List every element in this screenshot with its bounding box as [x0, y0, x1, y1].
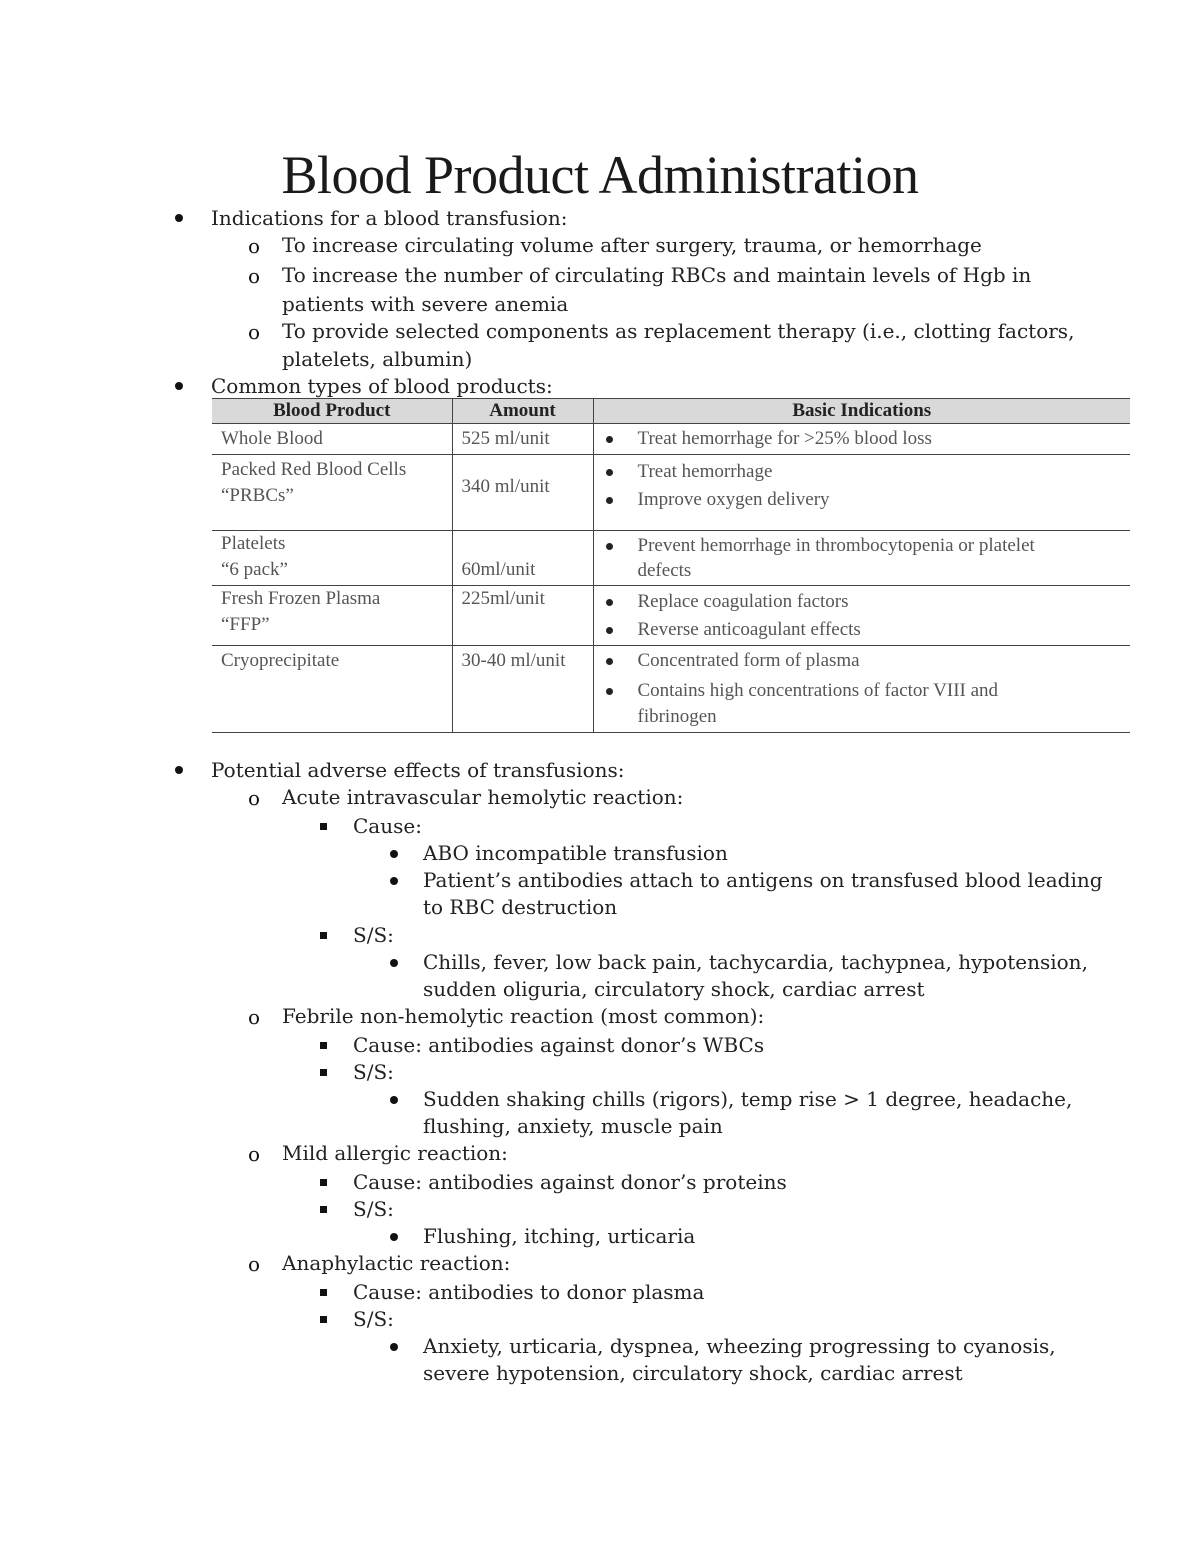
square-bullet-icon	[320, 1042, 327, 1049]
product-name: Whole Blood	[221, 428, 323, 449]
indication-item: Contains high concentrations of factor VIII and fibrinogen	[594, 678, 1071, 730]
ss-label: S/S:	[353, 1197, 394, 1221]
col-header-indications: Basic Indications	[593, 399, 1130, 424]
square-bullet-icon	[320, 1179, 327, 1186]
list-item: ABO incompatible transfusion	[423, 841, 728, 865]
list-item: Patient’s antibodies attach to antigens on transfused blood leading	[423, 868, 1103, 892]
bullet-icon	[175, 214, 183, 222]
amount-cell: 340 ml/unit	[452, 455, 593, 531]
reaction-anaphylactic-label: Anaphylactic reaction:	[282, 1251, 511, 1275]
bullet-icon	[175, 382, 183, 390]
indications-cell	[593, 424, 1130, 455]
bullet-icon	[390, 959, 398, 967]
table-row	[212, 424, 1130, 455]
indications-cell	[593, 455, 1130, 531]
indication-item: Concentrated form of plasma	[594, 648, 1071, 674]
table-row	[212, 586, 1130, 646]
types-heading: Common types of blood products:	[211, 374, 553, 398]
hollow-bullet-icon: o	[248, 234, 261, 258]
product-alias: “FFP”	[221, 614, 270, 635]
indications-heading: Indications for a blood transfusion:	[211, 206, 568, 230]
cause-text: Cause: antibodies against donor’s proteins	[353, 1170, 787, 1194]
ss-label: S/S:	[353, 923, 394, 947]
table-row	[212, 646, 1130, 733]
product-name: Platelets	[221, 533, 286, 554]
square-bullet-icon	[320, 1316, 327, 1323]
square-bullet-icon	[320, 823, 327, 830]
product-cell	[212, 586, 452, 646]
square-bullet-icon	[320, 932, 327, 939]
page-title: Blood Product Administration	[281, 145, 919, 205]
col-header-product: Blood Product	[212, 399, 452, 424]
hollow-bullet-icon: o	[248, 1142, 261, 1166]
ss-label: S/S:	[353, 1060, 394, 1084]
indications-cell	[593, 586, 1130, 646]
indication-item: Improve oxygen delivery	[594, 487, 1123, 513]
bullet-icon	[390, 1233, 398, 1241]
indications-cell	[593, 646, 1130, 733]
adverse-heading: Potential adverse effects of transfusions:	[211, 758, 625, 782]
square-bullet-icon	[320, 1069, 327, 1076]
list-item: severe hypotension, circulatory shock, cardiac arrest	[423, 1361, 963, 1385]
list-item: Flushing, itching, urticaria	[423, 1224, 696, 1248]
indication-item: Reverse anticoagulant effects	[594, 617, 1123, 643]
list-item: Sudden shaking chills (rigors), temp rise > 1 degree, headache,	[423, 1087, 1073, 1111]
square-bullet-icon	[320, 1206, 327, 1213]
bullet-icon	[390, 1096, 398, 1104]
list-item: platelets, albumin)	[282, 347, 473, 371]
product-name: Packed Red Blood Cells	[221, 459, 407, 480]
indication-item: Treat hemorrhage	[594, 459, 1123, 485]
product-cell	[212, 646, 452, 733]
table-header-row	[212, 399, 1130, 424]
list-item: To increase circulating volume after surgery, trauma, or hemorrhage	[282, 233, 982, 257]
reaction-mild-label: Mild allergic reaction:	[282, 1141, 508, 1165]
product-cell	[212, 455, 452, 531]
table-row	[212, 531, 1130, 586]
hollow-bullet-icon: o	[248, 264, 261, 288]
hollow-bullet-icon: o	[248, 1005, 261, 1029]
hollow-bullet-icon: o	[248, 786, 261, 810]
reaction-acute-label: Acute intravascular hemolytic reaction:	[282, 785, 684, 809]
product-alias: “6 pack”	[221, 559, 288, 580]
bullet-icon	[390, 1343, 398, 1351]
table-row	[212, 455, 1130, 531]
hollow-bullet-icon: o	[248, 320, 261, 344]
list-item: patients with severe anemia	[282, 292, 569, 316]
list-item: To provide selected components as replacement therapy (i.e., clotting factors,	[282, 319, 1075, 343]
ss-label: S/S:	[353, 1307, 394, 1331]
cause-text: Cause: antibodies against donor’s WBCs	[353, 1033, 765, 1057]
col-header-amount: Amount	[452, 399, 593, 424]
list-item: flushing, anxiety, muscle pain	[423, 1114, 723, 1138]
indication-item: Treat hemorrhage for >25% blood loss	[594, 426, 1123, 452]
indications-cell	[593, 531, 1130, 586]
amount-cell: 60ml/unit	[452, 531, 593, 586]
product-cell	[212, 531, 452, 586]
product-name: Cryoprecipitate	[221, 650, 340, 671]
hollow-bullet-icon: o	[248, 1252, 261, 1276]
indication-item: Replace coagulation factors	[594, 589, 1123, 615]
amount-cell: 525 ml/unit	[452, 424, 593, 455]
bullet-icon	[390, 877, 398, 885]
list-item: to RBC destruction	[423, 895, 618, 919]
amount-cell: 30-40 ml/unit	[452, 646, 593, 733]
product-alias: “PRBCs”	[221, 485, 294, 506]
product-name: Fresh Frozen Plasma	[221, 588, 381, 609]
list-item: sudden oliguria, circulatory shock, cardiac arrest	[423, 977, 925, 1001]
blood-products-table	[212, 398, 1130, 733]
list-item: To increase the number of circulating RBCs and maintain levels of Hgb in	[282, 263, 1032, 287]
list-item: Anxiety, urticaria, dyspnea, wheezing progressing to cyanosis,	[423, 1334, 1056, 1358]
cause-label: Cause:	[353, 814, 422, 838]
amount-cell: 225ml/unit	[452, 586, 593, 646]
cause-text: Cause: antibodies to donor plasma	[353, 1280, 705, 1304]
product-cell	[212, 424, 452, 455]
reaction-febrile-label: Febrile non-hemolytic reaction (most common):	[282, 1004, 765, 1028]
indication-item: Prevent hemorrhage in thrombocytopenia or platelet defects	[594, 533, 1091, 583]
list-item: Chills, fever, low back pain, tachycardia, tachypnea, hypotension,	[423, 950, 1088, 974]
bullet-icon	[390, 850, 398, 858]
square-bullet-icon	[320, 1289, 327, 1296]
bullet-icon	[175, 766, 183, 774]
